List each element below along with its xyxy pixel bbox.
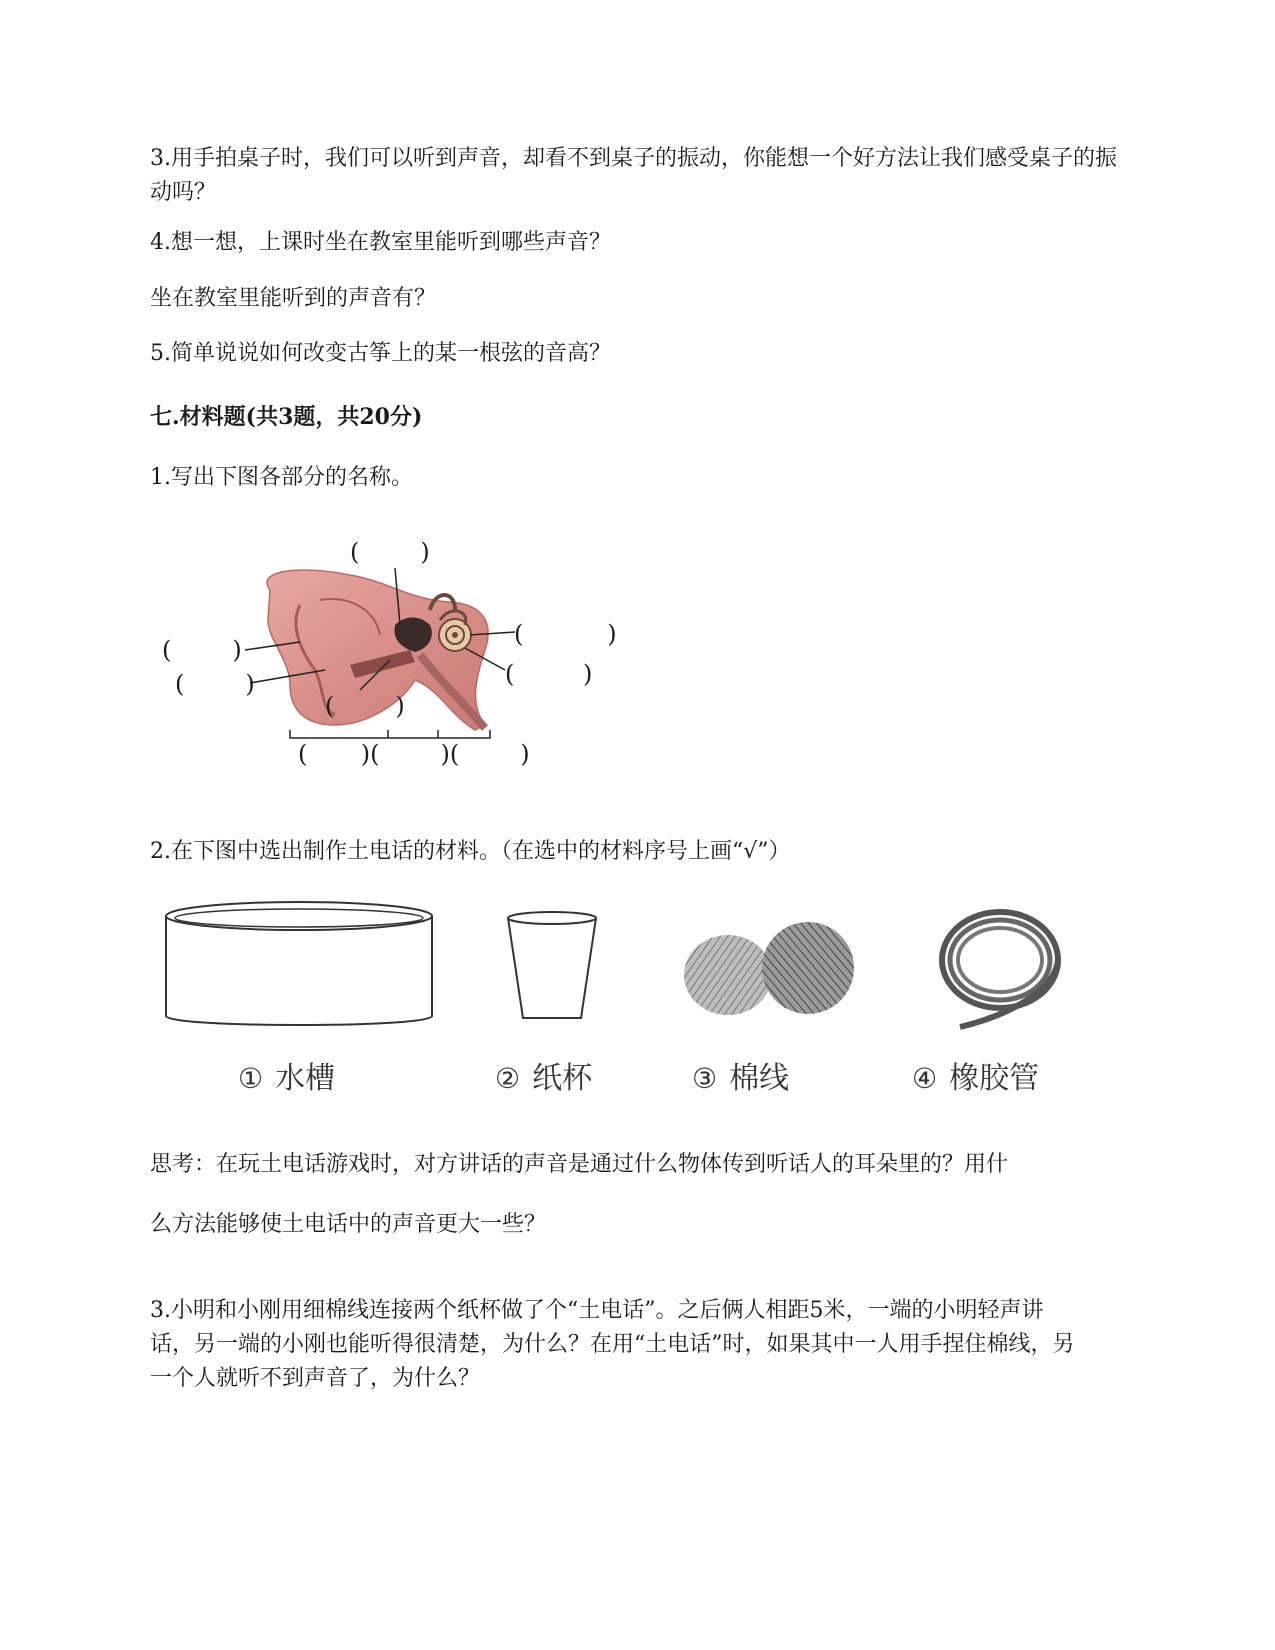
ear-label-right-upper[interactable]: ( ) — [514, 620, 617, 648]
sink-drawing — [162, 898, 437, 1038]
question-7-3: 3.小明和小刚用细棉线连接两个纸杯做了个“土电话”。之后俩人相距5米，一端的小明轻声讲话，另一端的小刚也能听得很清楚，为什么？在用“土电话”时，如果其中一人用手捏住棉线，另一个人就听不到声音了，为什么？ — [150, 1298, 1075, 1391]
think-question-line-1: 思考：在玩土电话游戏时，对方讲话的声音是通过什么物体传到听话人的耳朵里的？用什 — [150, 1152, 1009, 1177]
question-6-5: 5.简单说说如何改变古筝上的某一根弦的音高？ — [150, 341, 611, 366]
ear-label-top[interactable]: ( ) — [350, 538, 430, 566]
question-6-4-answer-prompt: 坐在教室里能听到的声音有？ — [150, 286, 437, 311]
materials-figure — [150, 890, 1080, 1110]
ear-diagram — [150, 530, 630, 780]
ear-label-bottom[interactable]: ( )( )( ) — [298, 740, 530, 768]
paper-cup-drawing — [505, 910, 600, 1025]
material-3-number: ③ — [692, 1062, 718, 1095]
material-3-caption[interactable] — [692, 1053, 789, 1097]
ear-label-right-lower[interactable]: ( ) — [505, 660, 593, 688]
question-6-3: 3.用手拍桌子时，我们可以听到声音，却看不到桌子的振动，你能想一个好方法让我们感受桌子的振动吗？ — [150, 146, 1117, 205]
material-4-caption[interactable] — [912, 1053, 1039, 1097]
rubber-tube-drawing — [930, 905, 1065, 1035]
material-2-name: 纸杯 — [532, 1061, 593, 1096]
material-4-name: 橡胶管 — [949, 1061, 1040, 1096]
material-3-name: 棉线 — [729, 1061, 790, 1096]
think-question-line-2: 么方法能够使土电话中的声音更大一些？ — [150, 1212, 547, 1237]
question-7-1: 1.写出下图各部分的名称。 — [150, 465, 413, 490]
material-1-caption[interactable] — [238, 1053, 335, 1097]
material-1-number: ① — [238, 1062, 264, 1095]
section-7-heading: 七.材料题(共3题，共20分) — [150, 404, 423, 430]
material-2-number: ② — [495, 1062, 521, 1095]
ear-label-left-lower[interactable]: ( ) — [175, 670, 255, 698]
ear-label-left-upper[interactable]: ( ) — [162, 636, 242, 664]
material-4-number: ④ — [912, 1062, 938, 1095]
cotton-thread-drawing — [680, 920, 865, 1020]
question-7-2: 2.在下图中选出制作土电话的材料。（在选中的材料序号上画“√”） — [150, 839, 791, 864]
material-2-caption[interactable] — [495, 1053, 592, 1097]
material-1-name: 水槽 — [275, 1061, 336, 1096]
ear-label-middle[interactable]: ( ) — [325, 692, 405, 720]
question-6-4: 4.想一想，上课时坐在教室里能听到哪些声音？ — [150, 230, 611, 255]
